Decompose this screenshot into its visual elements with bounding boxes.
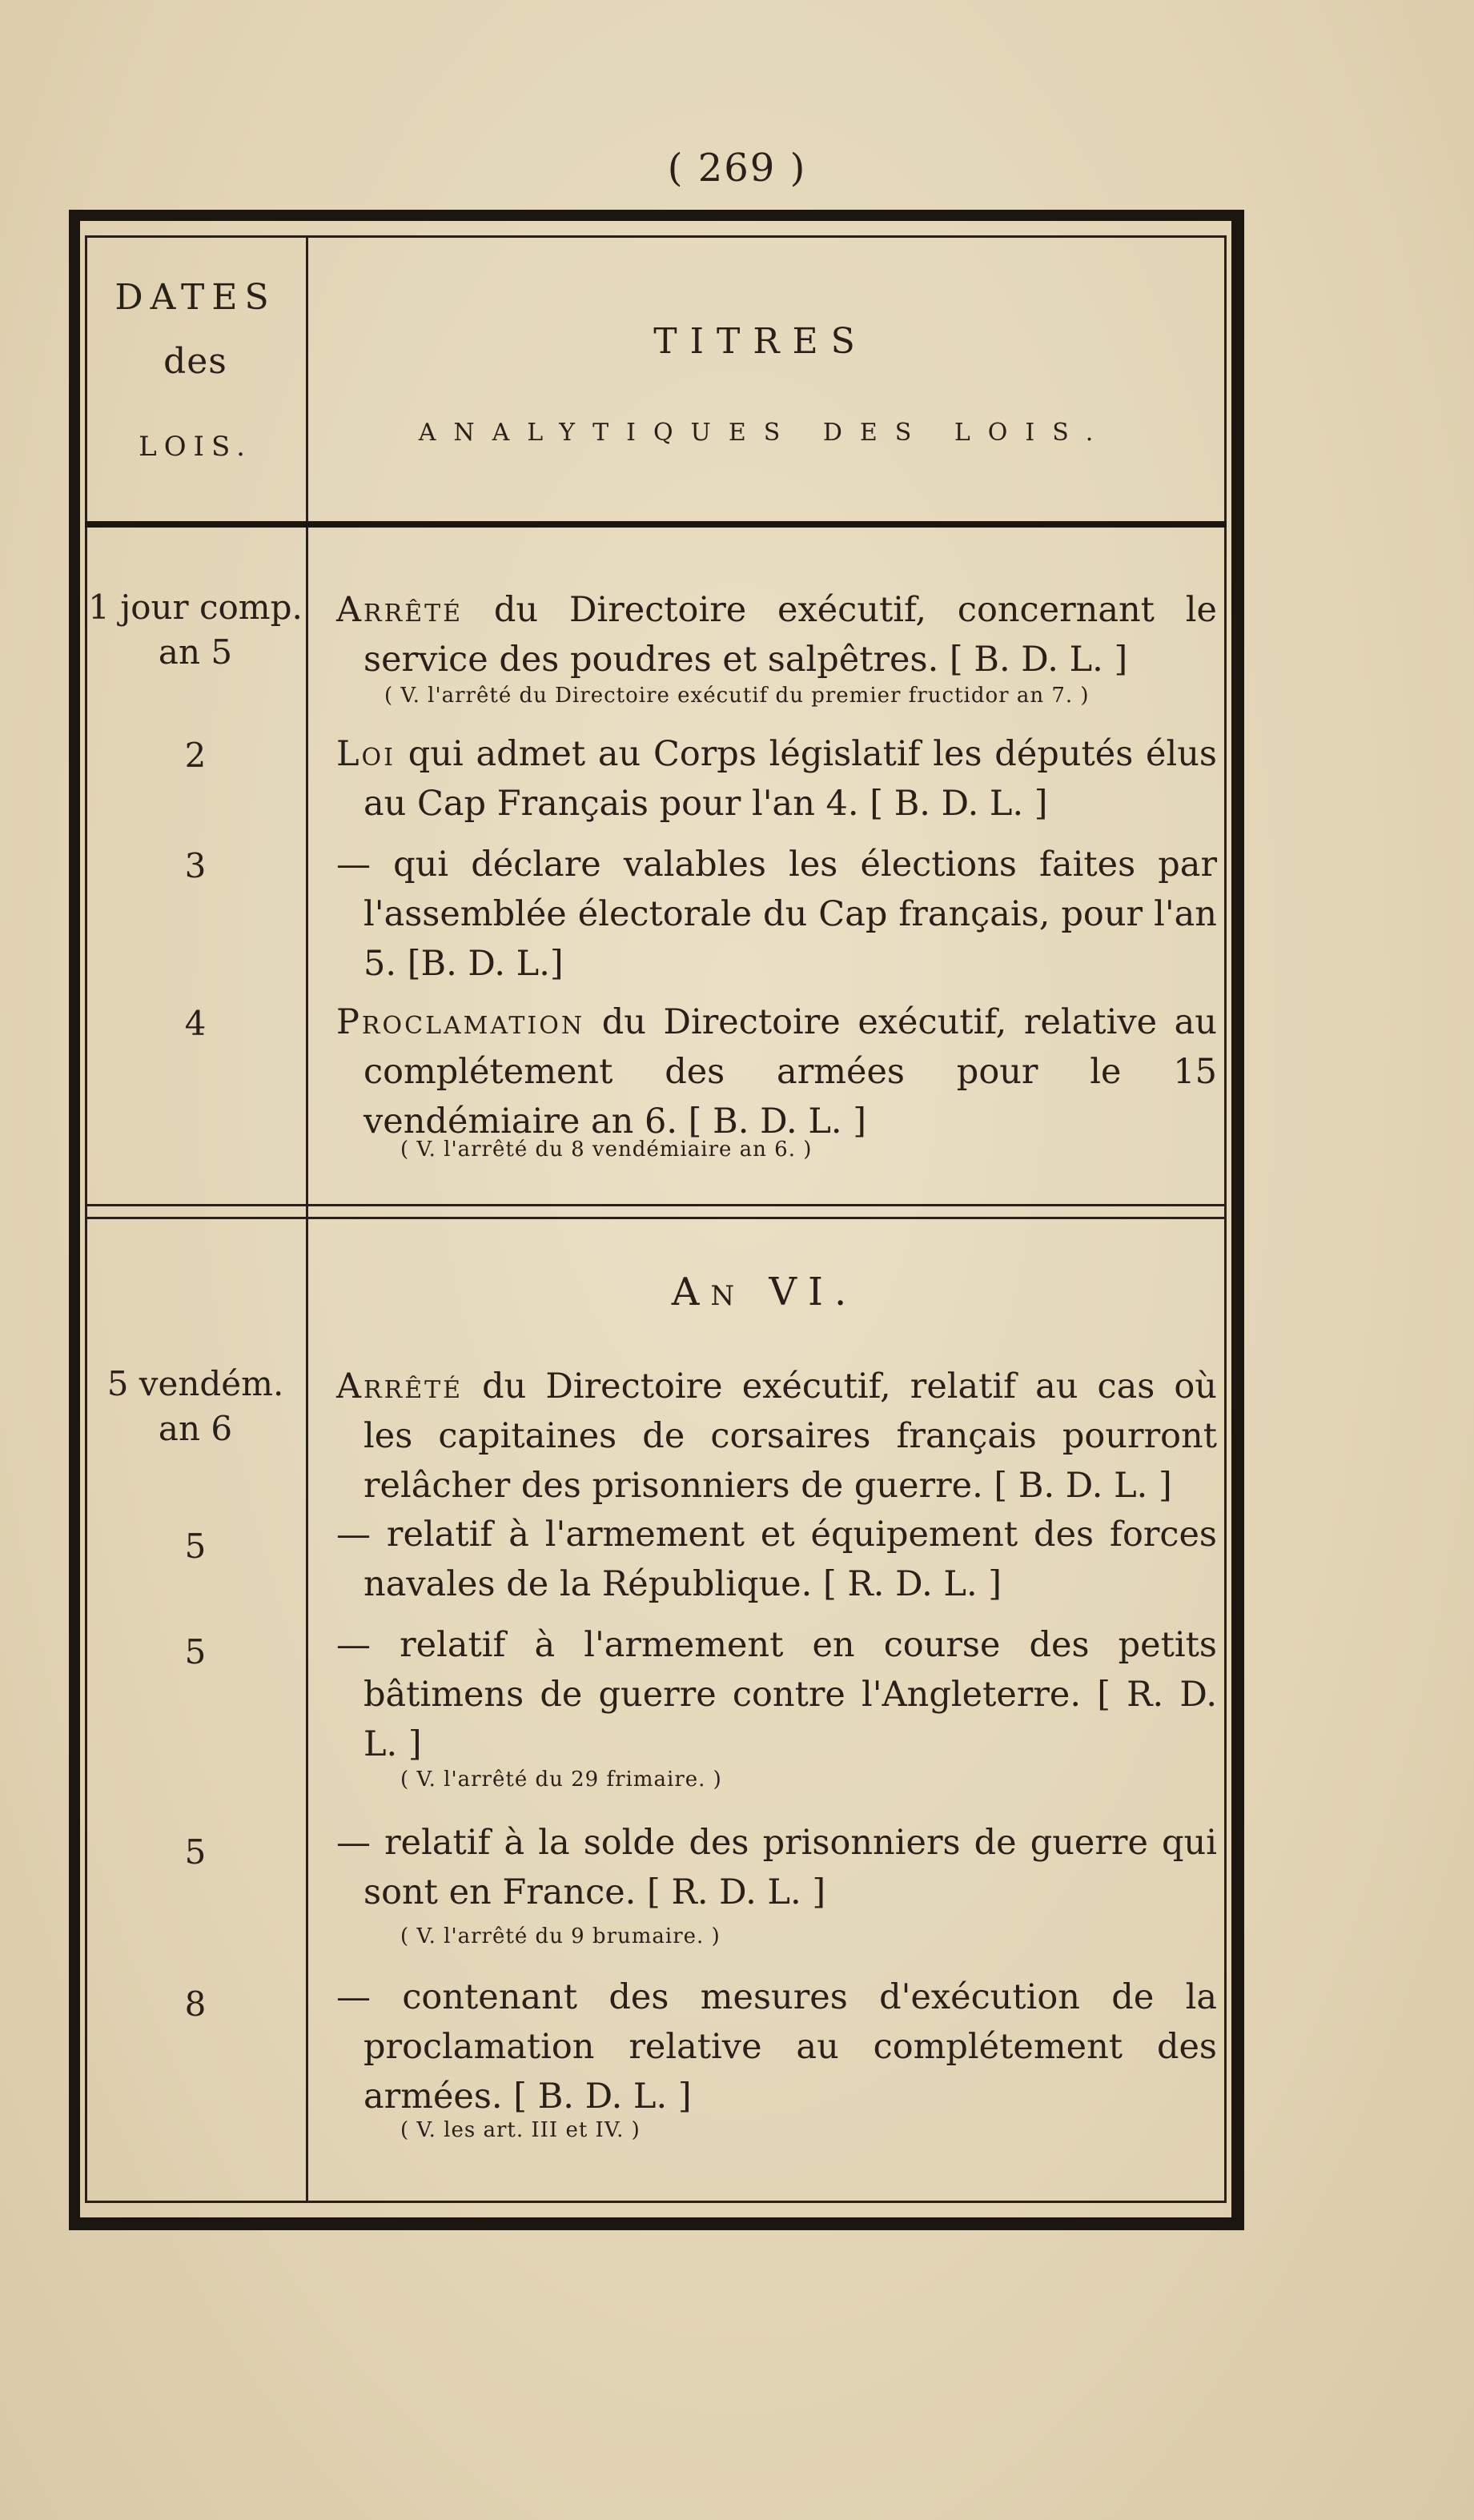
entry-text xyxy=(336,1972,1217,2121)
entry-text xyxy=(336,1818,1217,1917)
entry-date: 8 xyxy=(184,1984,207,2024)
entry-lead: Proclamation xyxy=(336,1002,585,1042)
entry-text xyxy=(336,1620,1217,1769)
entry-text xyxy=(336,1362,1217,1511)
header-lois: LOIS. xyxy=(139,431,252,463)
entry-body: — relatif à la solde des prisonniers de guerre qui sont en France. [ R. D. L. ] xyxy=(336,1823,1217,1912)
entry-date: 5 xyxy=(184,1527,207,1566)
entry-lead: Arrêté xyxy=(336,1366,464,1406)
entry-body: qui admet au Corps législatif les députés élus au Cap Français pour l'an 4. [ B. D. L. ] xyxy=(363,734,1217,824)
section-title: An VI. xyxy=(671,1270,858,1314)
section-rule xyxy=(85,1217,1227,1219)
header-rule xyxy=(85,521,1227,528)
entry-text xyxy=(336,729,1217,829)
column-divider xyxy=(306,237,308,2201)
page-number: ( 269 ) xyxy=(667,146,807,191)
entry-text xyxy=(336,840,1217,989)
entry-body: — relatif à l'armement en course des petits bâtimens de guerre contre l'Angleterre. [ R. D. L. ] xyxy=(336,1625,1217,1764)
entry-text xyxy=(336,585,1217,684)
entry-date: 5 vendém. an 6 xyxy=(106,1364,284,1448)
entry-note: ( V. l'arrêté du 29 frimaire. ) xyxy=(400,1768,722,1792)
entry-date: 5 xyxy=(184,1632,207,1671)
table-frame xyxy=(69,210,1244,2230)
entry-body: — relatif à l'armement et équipement des forces navales de la République. [ R. D. L. ] xyxy=(336,1515,1217,1604)
header-dates: DATES xyxy=(114,277,276,318)
entry-text xyxy=(336,997,1217,1146)
entry-date: 5 xyxy=(184,1832,207,1872)
section-rule xyxy=(85,1204,1227,1206)
header-analytiques: ANALYTIQUES DES LOIS. xyxy=(418,419,1111,447)
entry-body: — contenant des mesures d'exécution de la proclamation relative au complétement des armées. [ B. D. L. ] xyxy=(336,1977,1217,2117)
entry-lead: Loi xyxy=(336,734,396,774)
header-titres: TITRES xyxy=(653,321,868,362)
entry-note: ( V. l'arrêté du 8 vendémiaire an 6. ) xyxy=(400,1138,813,1162)
entry-text xyxy=(336,1510,1217,1609)
entry-lead: Arrêté xyxy=(336,590,464,630)
header-des: des xyxy=(163,341,227,382)
entry-note: ( V. l'arrêté du Directoire exécutif du premier fructidor an 7. ) xyxy=(384,684,1090,708)
entry-body: — qui déclare valables les élections faites par l'assemblée électorale du Cap français, pour l'an 5. [B. D. L.] xyxy=(336,845,1217,984)
entry-note: ( V. les art. III et IV. ) xyxy=(400,2118,641,2142)
entry-body: du Directoire exécutif, relative au complétement des armées pour le 15 vendémiaire an 6. [ B. D. L. ] xyxy=(363,1002,1217,1142)
entry-body: du Directoire exécutif, relatif au cas où les capitaines de corsaires français pourront relâcher des prisonniers de guerre. [ B. D. L. ] xyxy=(363,1366,1217,1506)
entry-date: 1 jour comp. an 5 xyxy=(88,588,303,672)
entry-note: ( V. l'arrêté du 9 brumaire. ) xyxy=(400,1924,721,1948)
entry-body: du Directoire exécutif, concernant le service des poudres et salpêtres. [ B. D. L. ] xyxy=(363,590,1217,680)
entry-date: 2 xyxy=(184,736,207,775)
entry-date: 4 xyxy=(184,1004,207,1043)
entry-date: 3 xyxy=(184,846,207,885)
